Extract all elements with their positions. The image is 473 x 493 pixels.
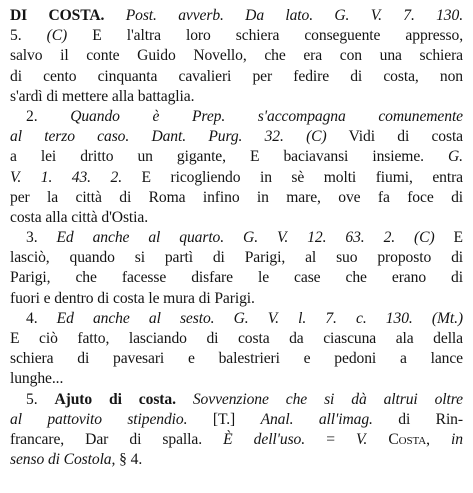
quote-text: E [453,229,463,247]
entry-line [10,147,463,167]
quote-text: salvo il conte Guido Novello, che era con una schiera [10,47,463,65]
entry-line [10,107,463,127]
entry-line [10,228,463,248]
section-ref: § 4. [119,451,143,469]
citation-ref: G. V. l. 7. c. 130. (Mt.) [233,309,463,327]
citation-ref: G. V. 12. 63. 2. (C) [243,229,435,247]
quote-text: Parigi, che facesse disfare le case che erano di [10,269,463,287]
grammar-definition: Anal. all'imag. [260,410,373,428]
grammar-definition: al pattovito stipendio. [10,410,188,428]
entry-line [10,6,463,26]
xref-symbol: = [326,430,335,448]
entry-line [10,369,463,389]
grammar-definition: in [451,430,463,448]
entry-line [10,67,463,87]
quote-text: E ricogliendo in sè molti fiumi, entra [141,168,463,186]
grammar-definition: Post. avverb. Da lato. [125,7,314,24]
entry-headword: DI COSTA. [10,7,105,24]
xref-word: Costa, [388,430,430,448]
citation-ref: V. 1. 43. 2. [10,168,122,186]
entry-line [10,309,463,329]
entry-line [10,450,463,470]
entry-line [10,46,463,66]
entry-line [10,289,463,309]
quote-text: francare, Dar di spalla. [10,430,202,448]
quote-text: schiera di pavesari e balestrieri e pedoni a lance [10,350,463,368]
grammar-definition: Ed anche al quarto. [56,229,225,247]
citation-number: 5. [10,27,22,45]
quote-text: E ciò fatto, lasciando di costa da ciascuna ala della [10,330,463,347]
grammar-definition: È dell'uso. [223,430,306,448]
tag-marker: [T.] [212,410,236,428]
sense-number: 2. [26,107,38,125]
sense-number: 3. [26,229,38,247]
entry-line [10,349,463,369]
quote-text: fuori e dentro di costa le mura di Parigi. [10,289,255,307]
entry-line [10,430,463,450]
grammar-definition: senso di Costola, [10,451,116,469]
citation-ref: G. [448,148,463,166]
quote-text: E l'altra loro schiera conseguente appresso, [92,27,463,45]
quote-text: Vidi di costa [348,128,463,146]
entry-line [10,127,463,147]
entry-line [10,248,463,268]
quote-text: lunghe... [10,370,64,388]
grammar-definition: Ed anche al sesto. [56,309,215,327]
sense-number: 5. [26,390,38,408]
citation-ref: G. V. 7. 130. [334,7,463,24]
sense-number: 4. [26,309,38,327]
quote-text: a lei dritto un gigante, E baciavansi insieme. [10,148,424,166]
entry-line [10,268,463,288]
entry-line [10,168,463,188]
grammar-definition: al terzo caso. [10,128,130,146]
entry-line [10,410,463,430]
grammar-definition: Quando è Prep. s'accompagna comunemente [70,107,463,125]
quote-text: costa alla città d'Ostia. [10,208,149,226]
quote-text: s'ardì di mettere alla battaglia. [10,87,195,105]
entry-line [10,208,463,228]
phrase-headword: Ajuto di costa. [54,390,176,408]
xref-see: V. [356,430,368,448]
entry-line [10,390,463,410]
grammar-definition: Sovvenzione che si dà altrui oltre [192,390,463,408]
quote-text: di cento cinquanta cavalieri per fedire di costa, non [10,67,463,85]
entry-line [10,26,463,46]
entry-line [10,87,463,107]
quote-text: di Rin- [398,410,463,428]
entry-line [10,329,463,349]
citation-ref-c: (C) [46,27,68,45]
entry-line [10,188,463,208]
quote-text: per la città di Roma infino in mare, ove fa foce di [10,188,463,206]
citation-ref: Dant. Purg. 32. (C) [151,128,327,146]
quote-text: lasciò, quando si partì di Parigi, al suo proposto di [10,249,463,267]
